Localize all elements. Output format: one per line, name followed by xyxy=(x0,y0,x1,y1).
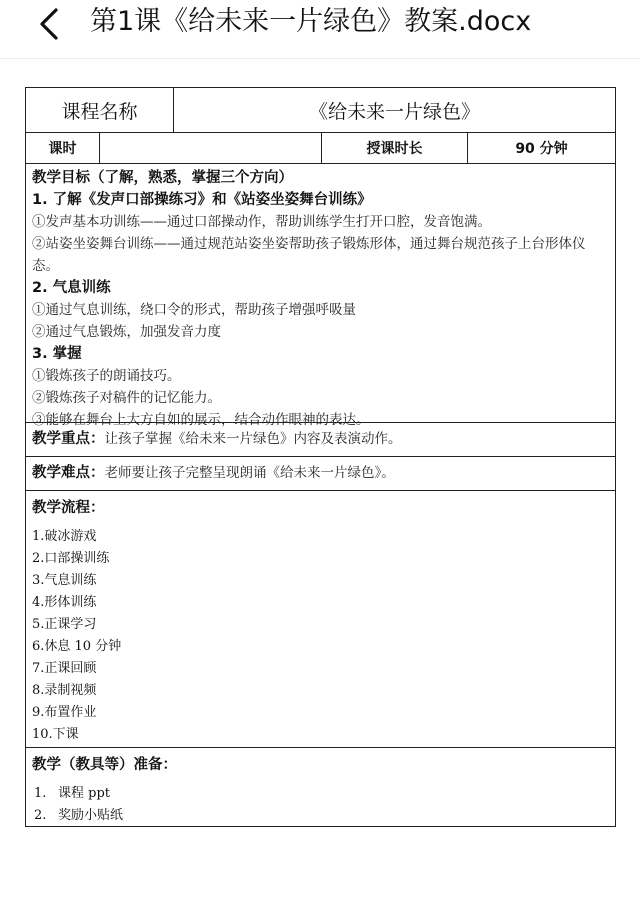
divider xyxy=(0,58,640,59)
duration-label: 授课时长 xyxy=(322,133,468,163)
top-bar xyxy=(0,0,640,48)
list-item: 10.下课 xyxy=(32,726,79,742)
key-points-block xyxy=(26,423,406,456)
paragraph: ③能够在舞台上大方自如的展示，结合动作眼神的表达。 xyxy=(32,412,370,428)
paragraph: ①通过气息训练，绕口令的形式，帮助孩子增强呼吸量 xyxy=(32,302,356,318)
paragraph: ②通过气息锻炼，加强发音力度 xyxy=(32,324,221,340)
paragraph: ①锻炼孩子的朗诵技巧。 xyxy=(32,368,181,384)
objectives-block xyxy=(26,164,615,428)
list-item: 1.破冰游戏 xyxy=(32,528,97,544)
list-text: 课程 ppt xyxy=(58,785,111,801)
list-item: 3.气息训练 xyxy=(32,572,97,588)
objectives-heading: 教学目标（了解，熟悉，掌握三个方向） xyxy=(32,170,293,186)
materials-block xyxy=(26,748,181,826)
list-number: 2. xyxy=(34,807,47,823)
process-row xyxy=(26,491,615,748)
section-title: 3. 掌握 xyxy=(32,346,82,362)
table-row xyxy=(26,133,615,164)
difficulties-block xyxy=(26,457,399,490)
back-button[interactable] xyxy=(30,4,70,44)
key-points-label: 教学重点： xyxy=(32,431,105,447)
document-title: 第1课《给未来一片绿色》教案.docx xyxy=(90,6,532,37)
section-title: 1. 了解《发声口部操练习》和《站姿坐姿舞台训练》 xyxy=(32,192,372,208)
list-item: 2.口部操训练 xyxy=(32,550,110,566)
paragraph: ①发声基本功训练——通过口部操动作，帮助训练学生打开口腔，发音饱满。 xyxy=(32,214,491,230)
list-item: 7.正课回顾 xyxy=(32,660,97,676)
process-heading: 教学流程： xyxy=(32,500,105,516)
list-item xyxy=(32,783,177,805)
paragraph: ②锻炼孩子对稿件的记忆能力。 xyxy=(32,390,221,406)
duration-value: 90 分钟 xyxy=(515,141,568,157)
list-text: 奖励小贴纸 xyxy=(58,807,124,823)
materials-list xyxy=(32,783,177,827)
process-list xyxy=(32,526,121,746)
list-item: 6.休息 10 分钟 xyxy=(32,638,122,654)
lesson-plan-table xyxy=(25,87,616,827)
difficulties-row xyxy=(26,457,615,491)
section-title: 2. 气息训练 xyxy=(32,280,111,296)
list-item xyxy=(32,805,177,827)
list-item: 9.布置作业 xyxy=(32,704,97,720)
table-row xyxy=(26,88,615,133)
materials-heading: 教学（教具等）准备： xyxy=(32,757,177,773)
objectives-row xyxy=(26,164,615,428)
list-item: 4.形体训练 xyxy=(32,594,97,610)
process-block xyxy=(26,491,125,747)
lesson-value xyxy=(100,133,322,163)
key-points-text: 让孩子掌握《给未来一片绿色》内容及表演动作。 xyxy=(104,431,402,447)
list-number: 1. xyxy=(34,785,47,801)
list-item: 8.录制视频 xyxy=(32,682,97,698)
list-item: 5.正课学习 xyxy=(32,616,97,632)
materials-row xyxy=(26,748,615,826)
course-name-label: 课程名称 xyxy=(26,88,174,132)
chevron-left-icon xyxy=(30,4,70,44)
paragraph: ②站姿坐姿舞台训练——通过规范站姿坐姿帮助孩子锻炼形体，通过舞台规范孩子上台形体仪态。 xyxy=(32,236,586,274)
difficulties-text: 老师要让孩子完整呈现朗诵《给未来一片绿色》。 xyxy=(104,465,395,481)
lesson-label: 课时 xyxy=(26,133,100,163)
difficulties-label: 教学难点： xyxy=(32,465,105,481)
course-name-value: 《给未来一片绿色》 xyxy=(308,100,480,123)
